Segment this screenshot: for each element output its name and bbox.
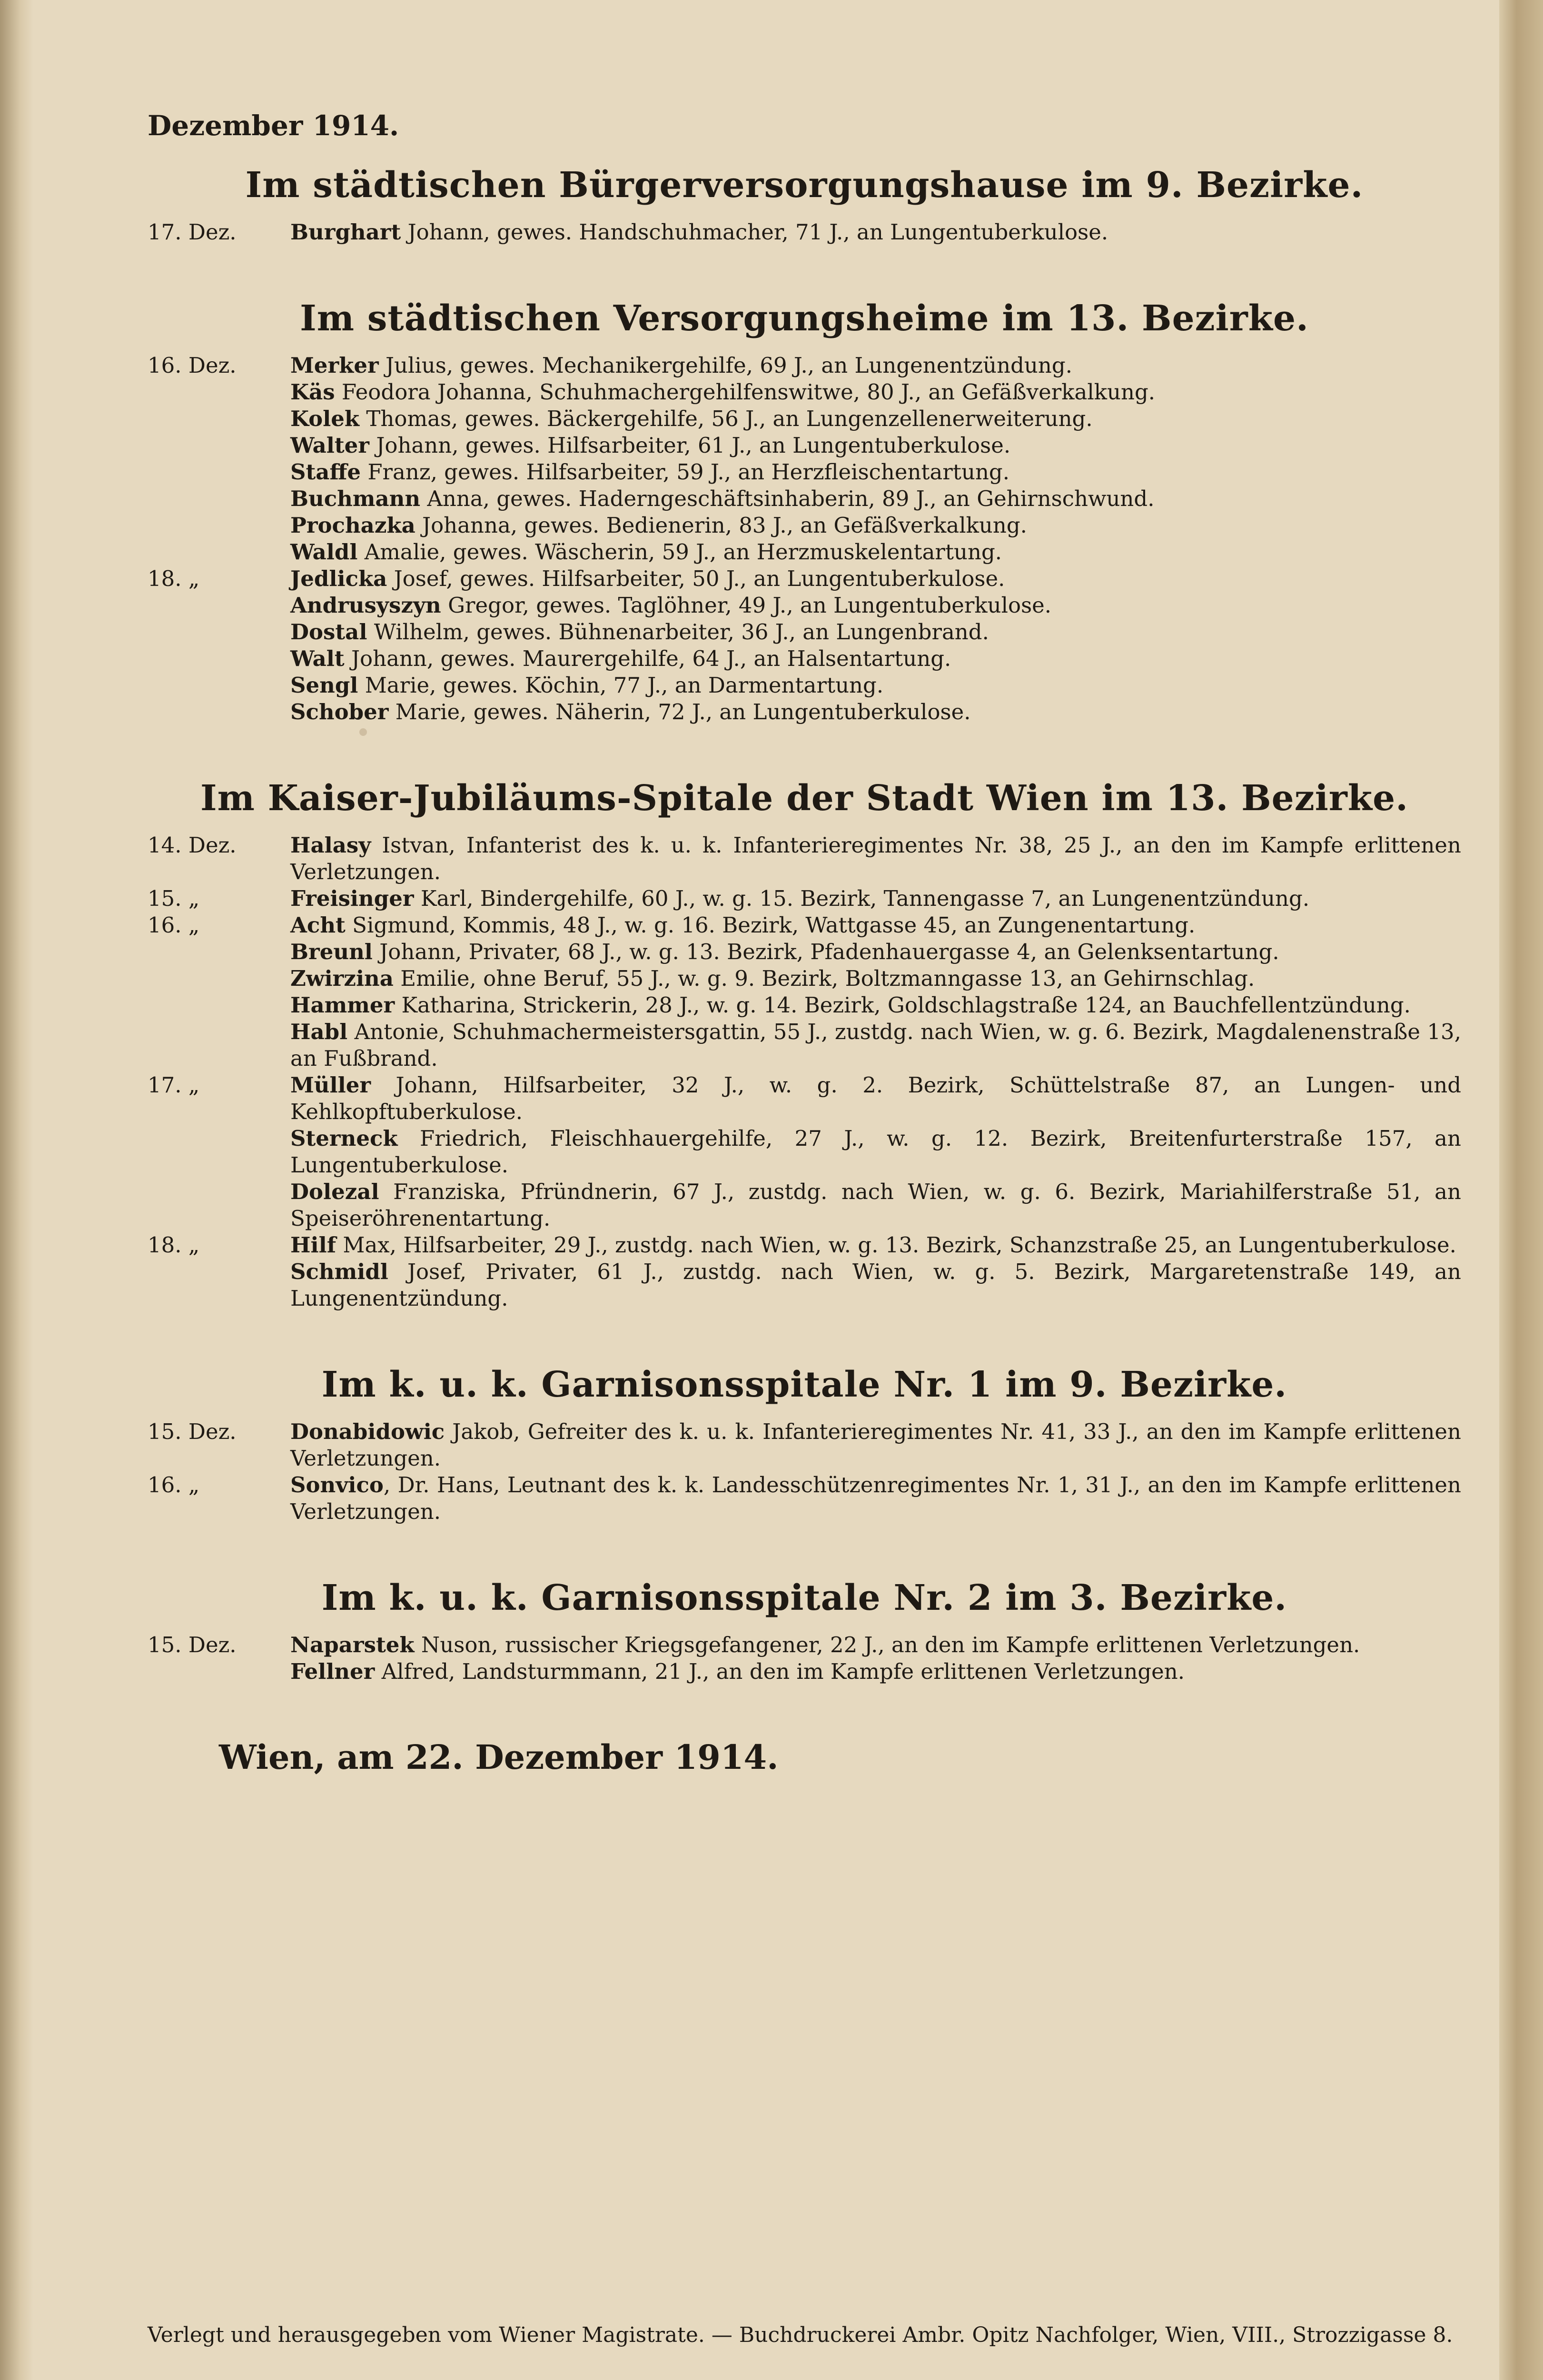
entry-surname: Sonvico <box>290 1472 384 1497</box>
entry-row <box>148 219 1461 246</box>
entry-date <box>148 939 290 965</box>
entry-text <box>290 1418 1461 1472</box>
entry-row <box>148 699 1461 725</box>
entry-date: 15. „ <box>148 886 200 911</box>
entry-date <box>148 432 290 459</box>
entry-text <box>290 1632 1461 1658</box>
section-heading: Im städtischen Bürgerversorgungshause im 9. Bezirke. <box>245 165 1364 206</box>
entry-details: Max, Hilfsarbeiter, 29 J., zustdg. nach Wien, w. g. 13. Bezirk, Schanzstraße 25, an Lungentuberkulose. <box>336 1232 1456 1258</box>
entry-surname: Sterneck <box>290 1126 398 1151</box>
entry-text <box>290 592 1461 619</box>
entry-date <box>148 486 290 512</box>
entry-surname: Acht <box>290 912 346 938</box>
entry-text <box>290 486 1461 512</box>
entry-row <box>148 1658 1461 1685</box>
entry-details: Johann, Hilfsarbeiter, 32 J., w. g. 2. Bezirk, Schüttelstraße 87, an Lungen- und Kehlkopftuberkulose. <box>290 1072 1461 1124</box>
entry-details: Emilie, ohne Beruf, 55 J., w. g. 9. Bezirk, Boltzmanngasse 13, an Gehirnschlag. <box>393 966 1255 991</box>
entry-surname: Dostal <box>290 619 367 645</box>
entry-details: Josef, Privater, 61 J., zustdg. nach Wien, w. g. 5. Bezirk, Margaretenstraße 149, an Lungenentzündung. <box>290 1259 1461 1311</box>
entry-date: 16. „ <box>148 1472 200 1497</box>
entry-details: Franziska, Pfründnerin, 67 J., zustdg. nach Wien, w. g. 6. Bezirk, Mariahilferstraße 51, an Speiseröhrenentartung. <box>290 1179 1461 1231</box>
entry-row <box>148 1259 1461 1312</box>
entry-text <box>290 672 1461 699</box>
entry-surname: Burghart <box>290 219 401 245</box>
entry-row <box>148 912 1461 939</box>
entry-row <box>148 992 1461 1019</box>
entry-text <box>290 512 1461 539</box>
entry-text <box>290 459 1461 486</box>
entry-text <box>290 1019 1461 1072</box>
entry-date: 17. „ <box>148 1072 200 1098</box>
entry-row <box>148 459 1461 486</box>
entry-surname: Walt <box>290 646 345 671</box>
section-heading: Im k. u. k. Garnisonsspitale Nr. 1 im 9. Bezirke. <box>321 1364 1287 1405</box>
entry-row <box>148 832 1461 885</box>
entry-row <box>148 1072 1461 1125</box>
entry-text <box>290 565 1461 592</box>
entry-text <box>290 352 1461 379</box>
entry-row <box>148 379 1461 406</box>
entry-row <box>148 486 1461 512</box>
entry-date <box>148 965 290 992</box>
entry-details: Johann, gewes. Hilfsarbeiter, 61 J., an Lungentuberkulose. <box>369 433 1011 458</box>
entry-details: Marie, gewes. Näherin, 72 J., an Lungentuberkulose. <box>388 699 971 724</box>
entry-surname: Dolezal <box>290 1179 379 1204</box>
entry-text <box>290 992 1461 1019</box>
entry-text <box>290 1259 1461 1312</box>
entry-list <box>148 1632 1461 1685</box>
entry-surname: Schober <box>290 699 389 724</box>
entry-surname: Hilf <box>290 1232 336 1258</box>
entry-surname: Habl <box>290 1019 348 1044</box>
entry-text <box>290 1658 1461 1685</box>
page-right-edge <box>1499 0 1543 2380</box>
entry-list <box>148 219 1461 246</box>
entry-row <box>148 406 1461 432</box>
entry-surname: Hammer <box>290 992 395 1018</box>
entry-details: Istvan, Infanterist des k. u. k. Infanterieregimentes Nr. 38, 25 J., an den im Kampfe erlittenen Verletzungen. <box>290 833 1461 884</box>
entry-date <box>148 406 290 432</box>
entry-text <box>290 832 1461 885</box>
entry-surname: Donabidowic <box>290 1419 445 1444</box>
entry-text <box>290 885 1461 912</box>
entry-details: Josef, gewes. Hilfsarbeiter, 50 J., an Lungentuberkulose. <box>387 566 1005 591</box>
entry-details: Julius, gewes. Mechanikergehilfe, 69 J., an Lungenentzündung. <box>378 353 1073 378</box>
entry-details: Franz, gewes. Hilfsarbeiter, 59 J., an Herzfleischentartung. <box>361 459 1010 485</box>
entry-date <box>148 539 290 565</box>
sections-container <box>148 165 1461 1685</box>
entry-row <box>148 1125 1461 1179</box>
entry-text <box>290 1232 1461 1259</box>
entry-details: Johanna, gewes. Bedienerin, 83 J., an Gefäßverkalkung. <box>415 513 1027 538</box>
entry-row <box>148 432 1461 459</box>
entry-surname: Jedlicka <box>290 566 387 591</box>
entry-date <box>148 1259 290 1312</box>
entry-surname: Halasy <box>290 833 371 858</box>
entry-date: 14. Dez. <box>148 833 237 858</box>
entry-text <box>290 645 1461 672</box>
entry-date <box>148 512 290 539</box>
entry-text <box>290 912 1461 939</box>
section-heading: Im k. u. k. Garnisonsspitale Nr. 2 im 3. Bezirke. <box>321 1577 1287 1618</box>
entry-surname: Fellner <box>290 1659 375 1684</box>
entry-date: 15. Dez. <box>148 1419 237 1444</box>
entry-date: 18. „ <box>148 566 200 591</box>
entry-surname: Müller <box>290 1072 371 1098</box>
entry-text <box>290 1125 1461 1179</box>
entry-surname: Staffe <box>290 459 361 485</box>
entry-row <box>148 619 1461 645</box>
entry-details: Johann, gewes. Maurergehilfe, 64 J., an Halsentartung. <box>344 646 951 671</box>
entry-text <box>290 1472 1461 1525</box>
entry-row <box>148 965 1461 992</box>
entry-row <box>148 1472 1461 1525</box>
entry-text <box>290 1179 1461 1232</box>
entry-details: Feodora Johanna, Schuhmachergehilfenswitwe, 80 J., an Gefäßverkalkung. <box>335 379 1156 405</box>
entry-surname: Sengl <box>290 673 358 698</box>
entry-details: Johann, gewes. Handschuhmacher, 71 J., an Lungentuberkulose. <box>401 219 1108 245</box>
entry-row <box>148 539 1461 565</box>
entry-surname: Schmidl <box>290 1259 388 1284</box>
entry-surname: Buchmann <box>290 486 421 511</box>
entry-details: Friedrich, Fleischhauergehilfe, 27 J., w. g. 12. Bezirk, Breitenfurterstraße 157, an Lungentuberkulose. <box>290 1126 1461 1178</box>
entry-date <box>148 1658 290 1685</box>
entry-row <box>148 885 1461 912</box>
entry-details: Gregor, gewes. Taglöhner, 49 J., an Lungentuberkulose. <box>441 593 1052 618</box>
entry-row <box>148 645 1461 672</box>
entry-date <box>148 992 290 1019</box>
entry-row <box>148 352 1461 379</box>
entry-row <box>148 672 1461 699</box>
entry-surname: Prochazka <box>290 513 415 538</box>
entry-surname: Waldl <box>290 539 358 565</box>
entry-surname: Walter <box>290 433 370 458</box>
entry-date <box>148 645 290 672</box>
entry-text <box>290 699 1461 725</box>
document-body <box>148 109 1461 1777</box>
entry-date: 16. „ <box>148 912 200 938</box>
entry-details: Jakob, Gefreiter des k. u. k. Infanterieregimentes Nr. 41, 33 J., an den im Kampfe erlittenen Verletzungen. <box>290 1419 1461 1471</box>
closing-line: Wien, am 22. Dezember 1914. <box>219 1737 779 1777</box>
entry-details: Johann, Privater, 68 J., w. g. 13. Bezirk, Pfadenhauergasse 4, an Gelenksentartung. <box>372 939 1279 964</box>
entry-details: Karl, Bindergehilfe, 60 J., w. g. 15. Bezirk, Tannengasse 7, an Lungenentzündung. <box>414 886 1310 911</box>
entry-date <box>148 1125 290 1179</box>
entry-details: Amalie, gewes. Wäscherin, 59 J., an Herzmuskelentartung. <box>357 539 1002 565</box>
section-heading: Im Kaiser-Jubiläums-Spitale der Stadt Wien im 13. Bezirke. <box>200 778 1408 819</box>
entry-text <box>290 219 1461 246</box>
entry-date <box>148 1019 290 1072</box>
entry-details: Katharina, Strickerin, 28 J., w. g. 14. Bezirk, Goldschlagstraße 124, an Bauchfellentzündung. <box>395 992 1411 1018</box>
entry-surname: Merker <box>290 353 379 378</box>
entry-surname: Naparstek <box>290 1632 415 1657</box>
entry-date: 16. Dez. <box>148 353 237 378</box>
entry-date: 18. „ <box>148 1232 200 1258</box>
entry-text <box>290 965 1461 992</box>
entry-surname: Kolek <box>290 406 360 431</box>
entry-date <box>148 379 290 406</box>
entry-date <box>148 699 290 725</box>
entry-details: Alfred, Landsturmmann, 21 J., an den im Kampfe erlittenen Verletzungen. <box>375 1659 1185 1684</box>
publisher-footer: Verlegt und herausgegeben vom Wiener Magistrate. — Buchdruckerei Ambr. Opitz Nachfolger, Wien, VIII., Strozzigasse 8. <box>148 2323 1453 2347</box>
entry-list <box>148 1418 1461 1525</box>
page-left-edge <box>0 0 33 2380</box>
entry-surname: Zwirzina <box>290 966 394 991</box>
entry-text <box>290 1072 1461 1125</box>
entry-row <box>148 512 1461 539</box>
entry-date <box>148 459 290 486</box>
entry-text <box>290 379 1461 406</box>
entry-row <box>148 565 1461 592</box>
entry-text <box>290 619 1461 645</box>
entry-date: 17. Dez. <box>148 219 237 245</box>
entry-text <box>290 406 1461 432</box>
entry-details: Anna, gewes. Haderngeschäftsinhaberin, 89 J., an Gehirnschwund. <box>420 486 1155 511</box>
entry-row <box>148 1179 1461 1232</box>
entry-row <box>148 1019 1461 1072</box>
entry-row <box>148 1418 1461 1472</box>
entry-details: Nuson, russischer Kriegsgefangener, 22 J., an den im Kampfe erlittenen Verletzungen. <box>414 1632 1360 1657</box>
entry-surname: Freisinger <box>290 886 414 911</box>
entry-list <box>148 352 1461 725</box>
entry-text <box>290 939 1461 965</box>
entry-surname: Andrusyszyn <box>290 593 441 618</box>
entry-surname: Breunl <box>290 939 373 964</box>
entry-text <box>290 432 1461 459</box>
entry-list <box>148 832 1461 1312</box>
entry-row <box>148 592 1461 619</box>
entry-details: , Dr. Hans, Leutnant des k. k. Landesschützenregimentes Nr. 1, 31 J., an den im Kampfe erlittenen Verletzungen. <box>290 1472 1461 1524</box>
entry-details: Marie, gewes. Köchin, 77 J., an Darmentartung. <box>358 673 884 698</box>
entry-date <box>148 619 290 645</box>
entry-date: 15. Dez. <box>148 1632 237 1657</box>
entry-details: Wilhelm, gewes. Bühnenarbeiter, 36 J., an Lungenbrand. <box>367 619 989 645</box>
entry-date <box>148 1179 290 1232</box>
entry-details: Sigmund, Kommis, 48 J., w. g. 16. Bezirk, Wattgasse 45, an Zungenentartung. <box>345 912 1196 938</box>
entry-row <box>148 939 1461 965</box>
section-heading: Im städtischen Versorgungsheime im 13. Bezirke. <box>300 298 1309 339</box>
entry-row <box>148 1232 1461 1259</box>
entry-details: Thomas, gewes. Bäckergehilfe, 56 J., an Lungenzellenerweiterung. <box>359 406 1093 431</box>
entry-text <box>290 539 1461 565</box>
entry-date <box>148 672 290 699</box>
entry-date <box>148 592 290 619</box>
dateline: Dezember 1914. <box>148 109 399 142</box>
entry-row <box>148 1632 1461 1658</box>
entry-details: Antonie, Schuhmachermeistersgattin, 55 J., zustdg. nach Wien, w. g. 6. Bezirk, Magdalenenstraße 13, an Fußbrand. <box>290 1019 1461 1071</box>
entry-surname: Käs <box>290 379 335 405</box>
